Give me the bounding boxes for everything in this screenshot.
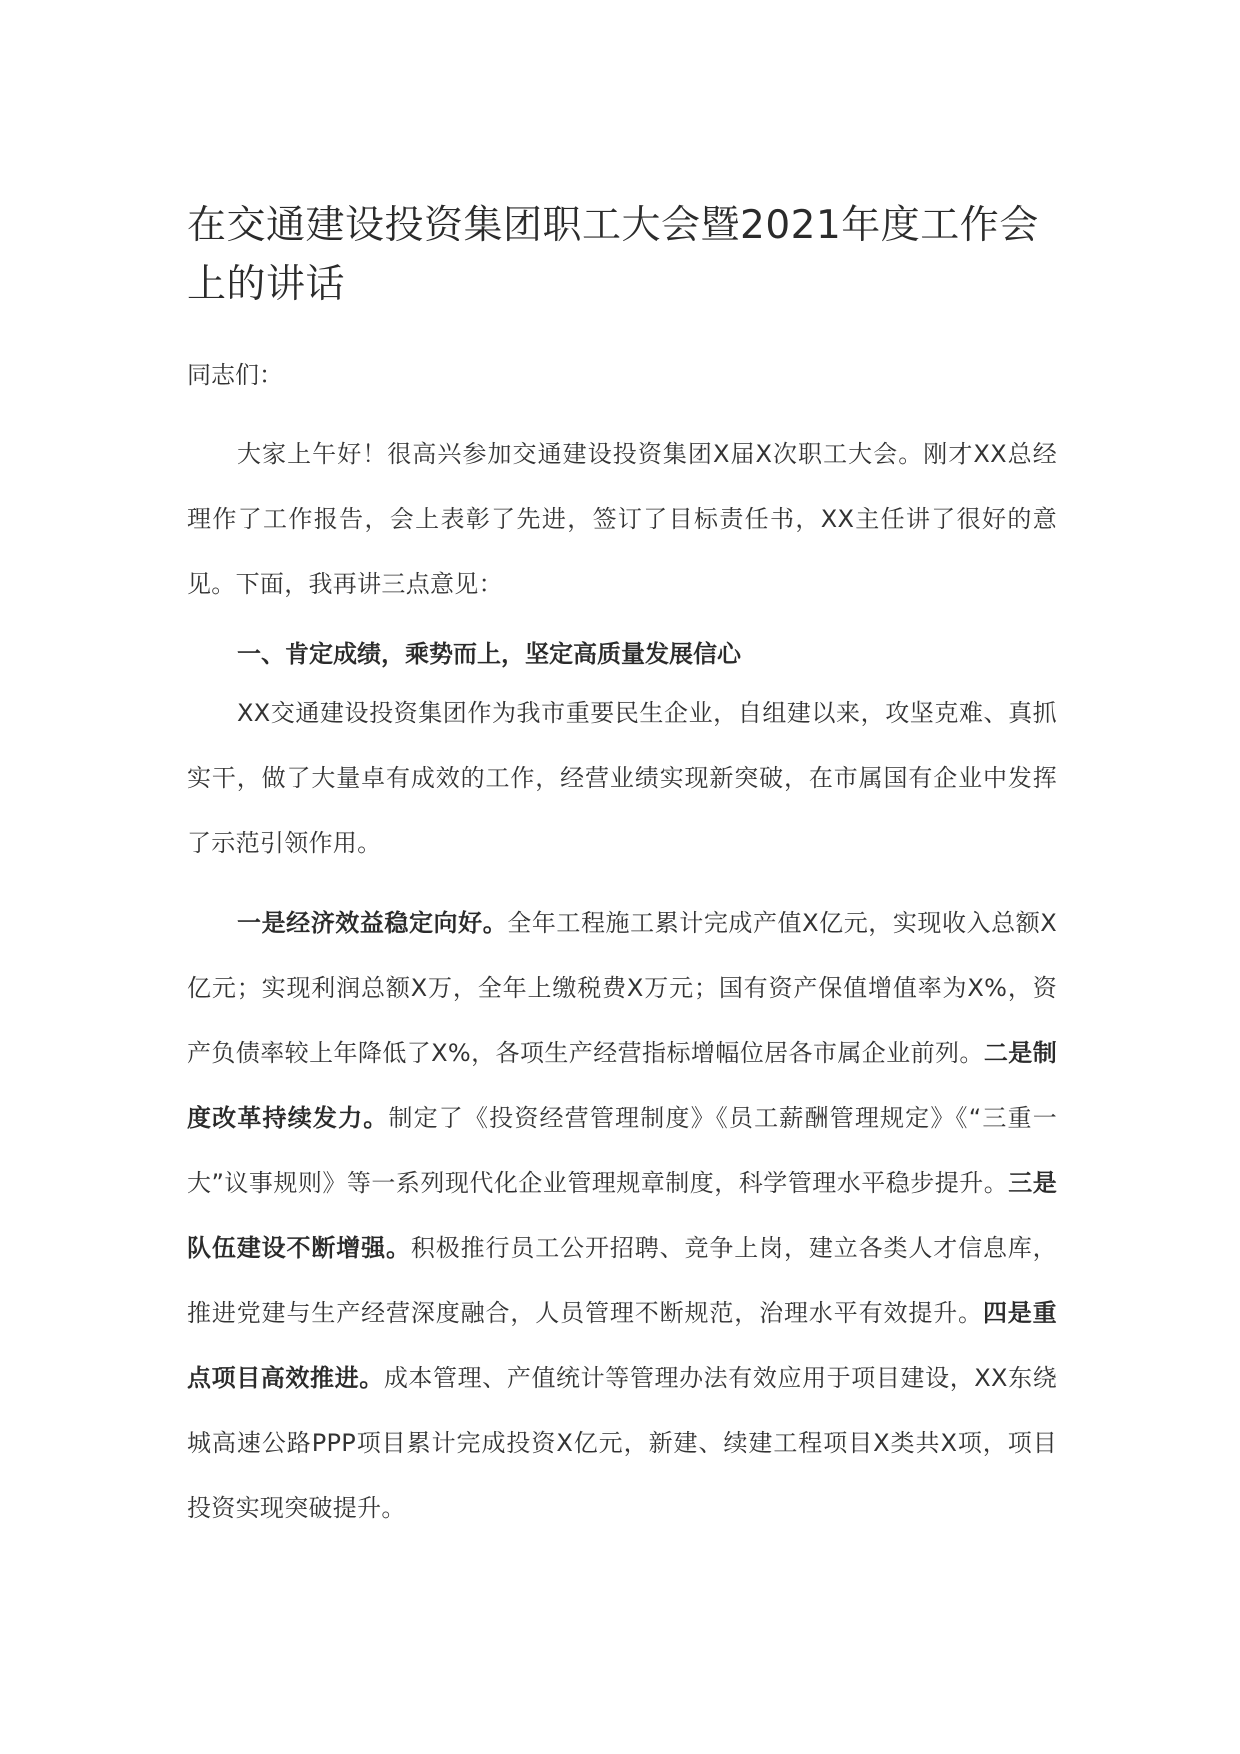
- lead-point-2: 二是制度改革持续发力。: [187, 1039, 1057, 1132]
- section-heading-1: 一、肯定成绩，乘势而上，坚定高质量发展信心: [237, 640, 741, 668]
- salutation: 同志们：: [187, 361, 283, 389]
- document-title: 在交通建设投资集团职工大会暨2021年度工作会上的讲话: [187, 203, 1039, 307]
- paragraph-intro: 大家上午好！很高兴参加交通建设投资集团X届X次职工大会。刚才XX总经理作了工作报告，会上表彰了先进，签订了目标责任书，XX主任讲了很好的意见。下面，我再讲三点意见：: [187, 440, 1057, 598]
- lead-point-3: 三是队伍建设不断增强。: [187, 1169, 1057, 1262]
- lead-point-1: 一是经济效益稳定向好。: [237, 909, 508, 937]
- paragraph-achievements-detail: [187, 891, 1057, 1541]
- point-2-text: 制定了《投资经营管理制度》《员工薪酬管理规定》《“三重一大”议事规则》等一系列现代化企业管理规章制度，科学管理水平稳步提升。: [187, 1104, 1057, 1197]
- point-3-text: 积极推行员工公开招聘、竞争上岗，建立各类人才信息库，推进党建与生产经营深度融合，人员管理不断规范，治理水平有效提升。: [187, 1234, 1057, 1327]
- lead-point-4: 四是重点项目高效推进。: [187, 1299, 1057, 1392]
- point-4-text: 成本管理、产值统计等管理办法有效应用于项目建设，XX东绕城高速公路PPP项目累计完成投资X亿元，新建、续建工程项目X类共X项，项目投资实现突破提升。: [187, 1364, 1057, 1522]
- point-1-text: 全年工程施工累计完成产值X亿元，实现收入总额X亿元；实现利润总额X万，全年上缴税费X万元；国有资产保值增值率为X%，资产负债率较上年降低了X%，各项生产经营指标增幅位居各市属企业前列。: [187, 909, 1057, 1067]
- paragraph-achievements-summary: XX交通建设投资集团作为我市重要民生企业，自组建以来，攻坚克难、真抓实干，做了大量卓有成效的工作，经营业绩实现新突破，在市属国有企业中发挥了示范引领作用。: [187, 699, 1057, 857]
